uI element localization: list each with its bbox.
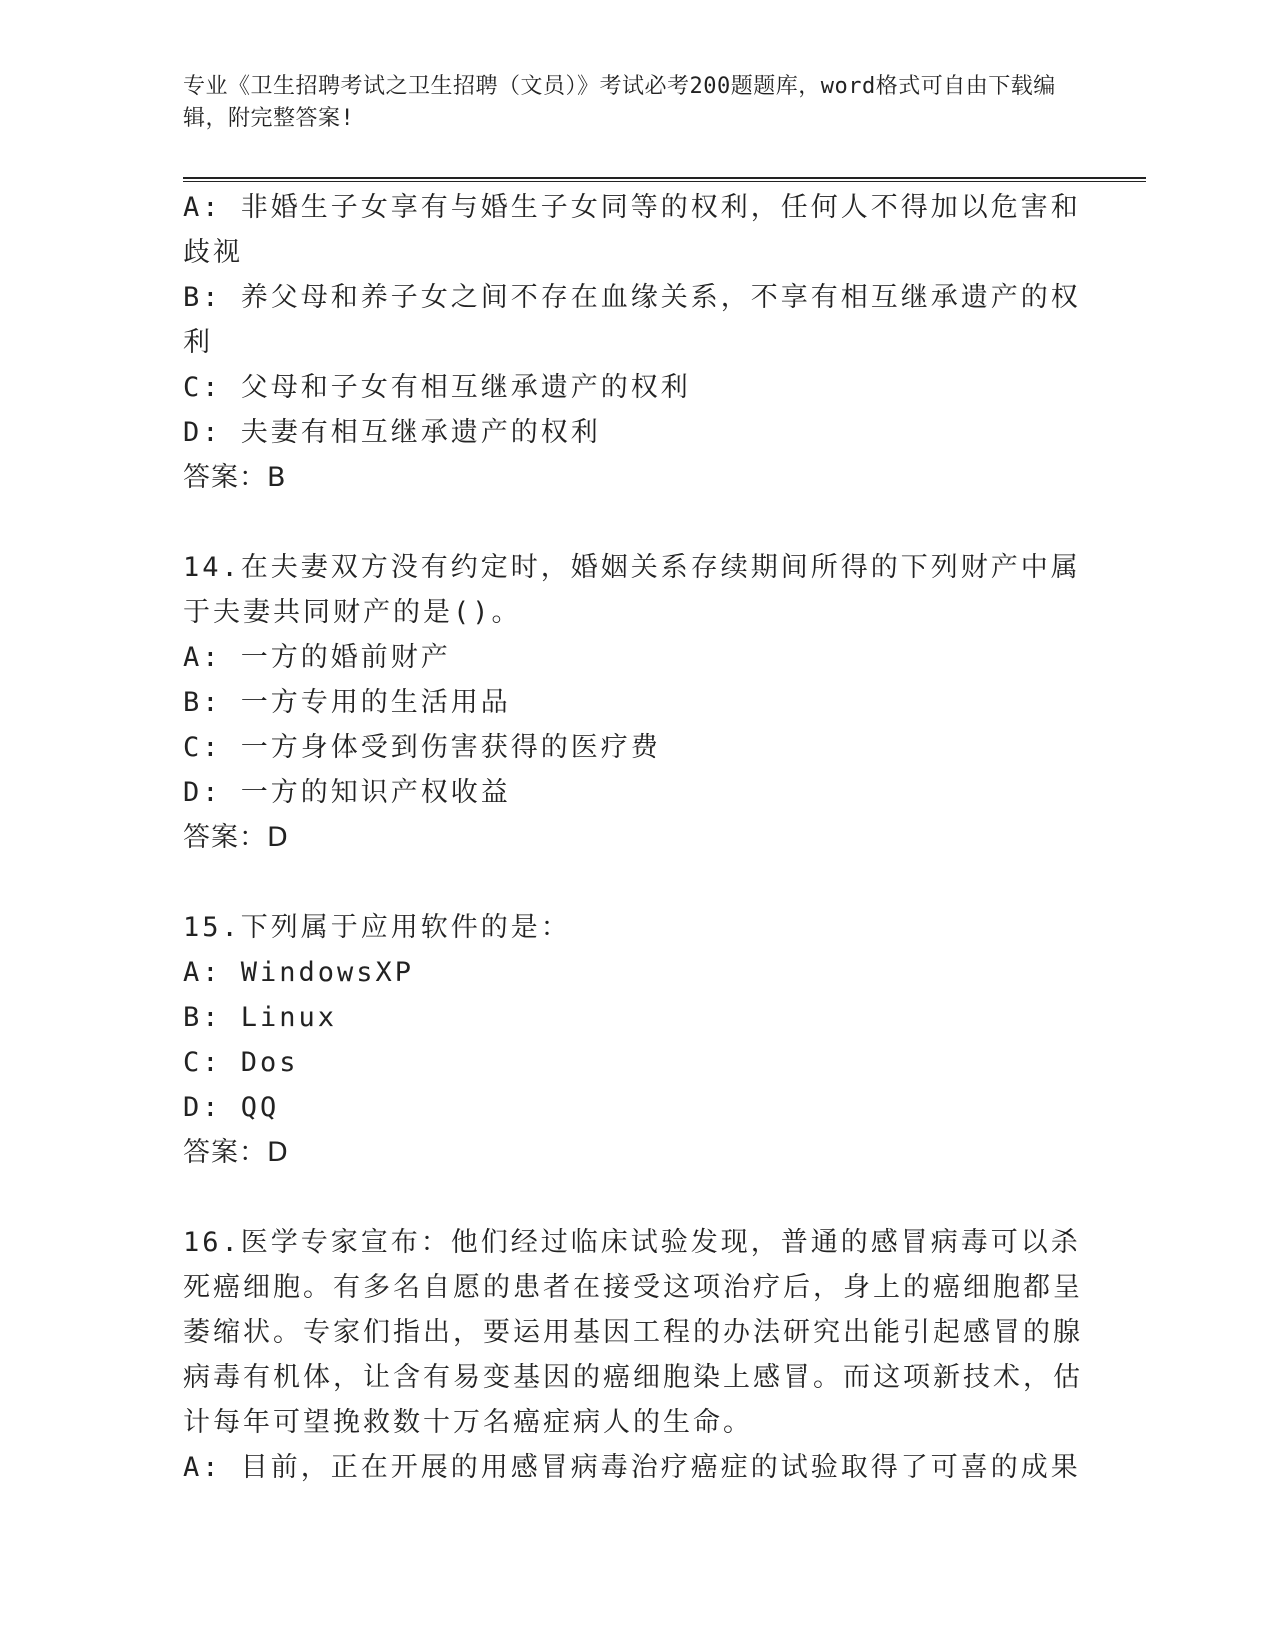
q14-option-a: A: 一方的婚前财产 [183,642,451,673]
spacer [183,500,1083,545]
q14-stem: 14.在夫妻双方没有约定时，婚姻关系存续期间所得的下列财产中属于夫妻共同财产的是()。 [183,552,1081,628]
q15-answer: 答案：D [183,1137,289,1168]
q15-option-c: C: Dos [183,1047,299,1078]
question-15-block [183,905,1083,1175]
header-divider-thin [183,181,1146,182]
q13-option-b: B: 养父母和养子女之间不存在血缘关系，不享有相互继承遗产的权利 [183,282,1081,358]
question-14-block [183,545,1083,860]
q13-option-a: A: 非婚生子女享有与婚生子女同等的权利，任何人不得加以危害和歧视 [183,192,1081,268]
q13-option-c: C: 父母和子女有相互继承遗产的权利 [183,372,691,403]
question-content [183,185,1083,1490]
q15-stem: 15.下列属于应用软件的是： [183,912,571,943]
q16-option-a: A: 目前，正在开展的用感冒病毒治疗癌症的试验取得了可喜的成果 [183,1452,1081,1483]
q13-option-d: D: 夫妻有相互继承遗产的权利 [183,417,601,448]
q13-answer: 答案：B [183,462,287,493]
question-16-block [183,1220,1083,1490]
q15-option-d: D: QQ [183,1092,280,1123]
q14-option-d: D: 一方的知识产权收益 [183,777,511,808]
q15-option-b: B: Linux [183,1002,338,1033]
q14-answer: 答案：D [183,822,289,853]
q16-stem: 16.医学专家宣布：他们经过临床试验发现，普通的感冒病毒可以杀死癌细胞。有多名自愿的患者在接受这项治疗后，身上的癌细胞都呈萎缩状。专家们指出，要运用基因工程的办法研究出能引起感冒的腺病毒有机体，让含有易变基因的癌细胞染上感冒。而这项新技术，估计每年可望挽救数十万名癌症病人的生命。 [183,1227,1083,1438]
header-divider-thick [183,177,1146,179]
spacer [183,860,1083,905]
q14-option-b: B: 一方专用的生活用品 [183,687,511,718]
spacer [183,1175,1083,1220]
q15-option-a: A: WindowsXP [183,957,415,988]
q14-option-c: C: 一方身体受到伤害获得的医疗费 [183,732,661,763]
document-header: 专业《卫生招聘考试之卫生招聘（文员）》考试必考200题题库，word格式可自由下载编辑，附完整答案! [183,74,1056,131]
question-13-block [183,185,1083,500]
